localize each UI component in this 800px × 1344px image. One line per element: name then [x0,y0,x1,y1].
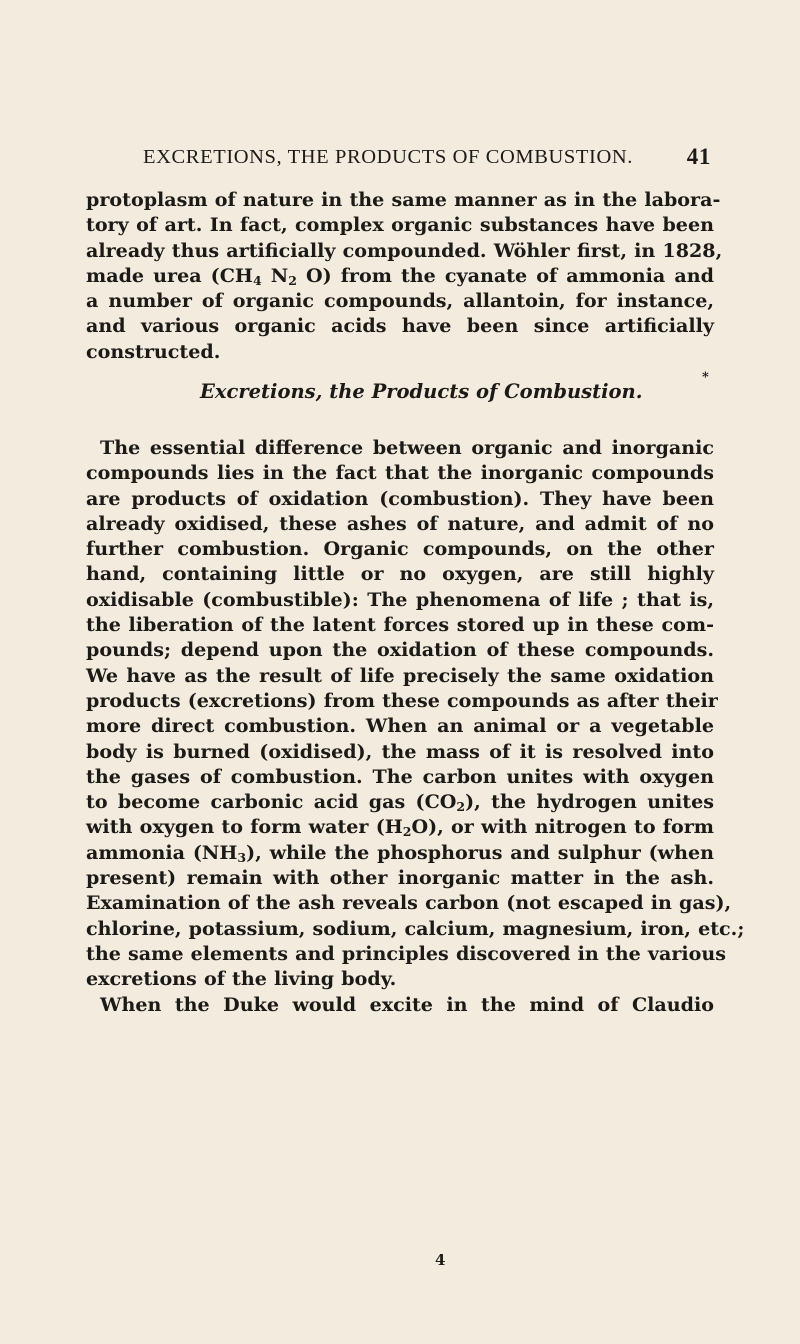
text-line: further combustion. Organic compounds, on the other [86,537,714,561]
section-heading [200,370,709,403]
formula-text: O), or with nitrogen to form [411,815,714,839]
text-line: a number of organic compounds, allantoin, for instance, [86,289,714,313]
text-line: chlorine, potassium, sodium, calcium, magnesium, iron, etc.; [86,916,745,940]
text-line-nh3 [86,840,714,865]
text-line-urea-formula [86,263,714,288]
subscript: 3 [237,849,247,865]
text-line: products (excretions) from these compounds as after their [86,688,718,712]
page-number: 41 [686,144,711,169]
running-head-title: EXCRETIONS, THE PRODUCTS OF COMBUSTION. [143,146,634,168]
formula-text: O) [296,263,332,287]
text-line: already thus artificially compounded. Wöhler first, in 1828, [86,238,723,262]
formula-text: (CH [210,263,253,287]
text-line: We have as the result of life precisely the same oxidation [86,663,714,687]
subscript: 4 [252,272,262,288]
text-line: already oxidised, these ashes of nature, and admit of no [86,511,714,535]
formula-text: made urea [86,263,211,287]
text-line: the same elements and principles discovered in the various [86,941,727,965]
formula-text: to become carbonic acid gas (CO [86,790,457,814]
paragraph-1 [86,187,723,364]
stray-mark: * [702,370,709,385]
formula-text: ), the hydrogen unites [465,790,714,814]
text-line: more direct combustion. When an animal or a vegetable [86,714,714,738]
text-line: The essential difference between organic and inorganic [100,436,714,459]
text-line: compounds lies in the fact that the inorganic compounds [86,461,714,485]
formula-text: from the cyanate of ammonia and [331,263,714,287]
text-line-h2o [86,814,714,839]
subscript: 2 [456,799,466,815]
subscript: 2 [288,272,297,288]
text-line: When the Duke would excite in the mind of Claudio [100,992,714,1016]
text-line: body is burned (oxidised), the mass of it is resolved into [86,739,714,763]
text-line-co2 [86,789,714,814]
section-heading-text: Excretions, the Products of Combustion. [200,380,643,403]
paragraph-2 [86,435,745,1017]
text-line: oxidisable (combustible): The phenomena of life ; that is, [86,587,714,611]
text-line: Examination of the ash reveals carbon (not escaped in gas), [86,891,732,915]
subscript: 2 [402,824,412,840]
formula-text: ), while the phosphorus and sulphur (when [246,840,714,864]
text-line: pounds; depend upon the oxidation of these compounds. [86,638,714,662]
text-line: the liberation of the latent forces stored up in these com- [86,613,714,637]
text-line: protoplasm of nature in the same manner as in the labora- [86,188,721,211]
text-line: excretions of the living body. [86,967,397,991]
text-line: the gases of combustion. The carbon unites with oxygen [86,764,714,788]
formula-text: with oxygen to form water (H [86,815,403,839]
signature-mark: 4 [435,1251,446,1269]
formula-text: N [261,263,289,287]
text-line: tory of art. In fact, complex organic substances have been [86,213,714,237]
text-line: and various organic acids have been since artificially [86,314,714,338]
formula-text: ammonia (NH [86,840,238,864]
text-line: constructed. [86,339,221,363]
text-line: hand, containing little or no oxygen, are still highly [86,562,714,586]
running-head [143,146,711,170]
text-line: are products of oxidation (combustion). They have been [86,486,714,510]
text-line: present) remain with other inorganic matter in the ash. [86,866,714,890]
